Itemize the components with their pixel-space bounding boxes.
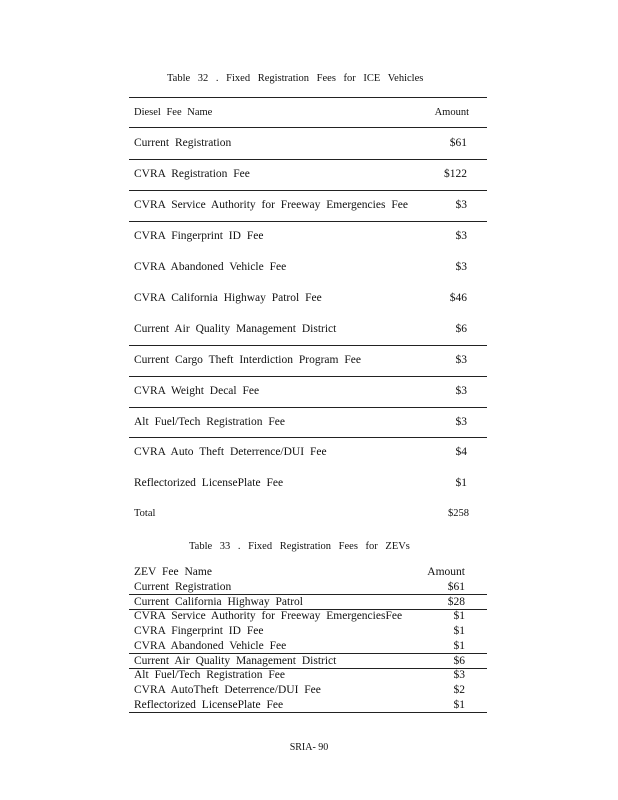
fee-amount: $6 (453, 655, 465, 667)
fee-name: CVRA Abandoned Vehicle Fee (134, 261, 287, 273)
table-divider (129, 127, 487, 128)
fee-amount: $3 (455, 230, 467, 242)
header-amount: Amount (434, 107, 469, 118)
table-row (129, 383, 487, 399)
table-row (129, 639, 487, 653)
fee-name: CVRA Abandoned Vehicle Fee (134, 640, 287, 652)
table-divider (129, 407, 487, 408)
table-divider (129, 437, 487, 438)
fee-name: CVRA Fingerprint ID Fee (134, 230, 264, 242)
fee-name: Reflectorized LicensePlate Fee (134, 699, 284, 711)
table-33-caption: Table 33 . Fixed Registration Fees for ZEVs (189, 541, 410, 552)
header-amount: Amount (427, 566, 465, 578)
fee-amount: $61 (447, 581, 465, 593)
table-divider (129, 345, 487, 346)
table-divider (129, 159, 487, 160)
table-row (129, 414, 487, 430)
header-name: ZEV Fee Name (134, 566, 212, 578)
table-row (129, 683, 487, 697)
header-name: Diesel Fee Name (134, 107, 213, 118)
table-row (129, 668, 487, 682)
table-row (129, 228, 487, 244)
table-divider (129, 376, 487, 377)
total-amount: $258 (448, 508, 469, 519)
table-33-header (129, 565, 487, 579)
page-number: SRIA- 90 (289, 742, 329, 753)
fee-amount: $3 (455, 354, 467, 366)
fee-name: CVRA California Highway Patrol Fee (134, 292, 322, 304)
table-divider (129, 97, 487, 98)
table-row (129, 595, 487, 609)
table-32-total-row (129, 506, 487, 522)
fee-amount: $1 (453, 640, 465, 652)
fee-amount: $61 (449, 137, 467, 149)
table-row (129, 352, 487, 368)
table-divider (129, 190, 487, 191)
table-row (129, 290, 487, 306)
fee-amount: $3 (455, 261, 467, 273)
table-32-caption: Table 32 . Fixed Registration Fees for ICE Vehicles (167, 73, 424, 84)
fee-name: CVRA Service Authority for Freeway Emergencies Fee (134, 199, 408, 211)
fee-name: CVRA Auto Theft Deterrence/DUI Fee (134, 446, 327, 458)
fee-amount: $3 (455, 416, 467, 428)
table-divider (129, 712, 487, 713)
fee-amount: $3 (455, 385, 467, 397)
table-row (129, 444, 487, 460)
fee-amount: $46 (449, 292, 467, 304)
fee-amount: $6 (455, 323, 467, 335)
fee-amount: $122 (444, 168, 467, 180)
table-row (129, 624, 487, 638)
fee-name: Current Registration (134, 581, 232, 593)
fee-amount: $1 (455, 477, 467, 489)
fee-name: Current Registration (134, 137, 232, 149)
fee-name: Current Air Quality Management District (134, 323, 337, 335)
fee-name: CVRA AutoTheft Deterrence/DUI Fee (134, 684, 321, 696)
fee-name: CVRA Fingerprint ID Fee (134, 625, 264, 637)
table-row (129, 698, 487, 712)
table-row (129, 609, 487, 623)
fee-amount: $3 (453, 669, 465, 681)
fee-name: CVRA Weight Decal Fee (134, 385, 260, 397)
table-divider (129, 221, 487, 222)
fee-amount: $4 (455, 446, 467, 458)
table-row (129, 135, 487, 151)
table-32-header (129, 105, 487, 121)
table-row (129, 475, 487, 491)
fee-name: Current California Highway Patrol (134, 596, 304, 608)
fee-amount: $1 (453, 625, 465, 637)
table-row (129, 166, 487, 182)
fee-name: Alt Fuel/Tech Registration Fee (134, 669, 285, 681)
fee-name: CVRA Service Authority for Freeway EmergenciesFee (134, 610, 403, 622)
fee-name: Reflectorized LicensePlate Fee (134, 477, 284, 489)
table-32 (129, 97, 487, 537)
fee-amount: $1 (453, 699, 465, 711)
table-33 (129, 564, 487, 714)
table-row (129, 259, 487, 275)
fee-name: Alt Fuel/Tech Registration Fee (134, 416, 285, 428)
fee-amount: $28 (447, 596, 465, 608)
fee-name: Current Air Quality Management District (134, 655, 337, 667)
fee-amount: $1 (453, 610, 465, 622)
table-row (129, 197, 487, 213)
table-row (129, 321, 487, 337)
fee-name: Current Cargo Theft Interdiction Program Fee (134, 354, 361, 366)
table-row (129, 580, 487, 594)
total-label: Total (134, 508, 156, 519)
table-row (129, 654, 487, 668)
fee-name: CVRA Registration Fee (134, 168, 250, 180)
fee-amount: $2 (453, 684, 465, 696)
fee-amount: $3 (455, 199, 467, 211)
